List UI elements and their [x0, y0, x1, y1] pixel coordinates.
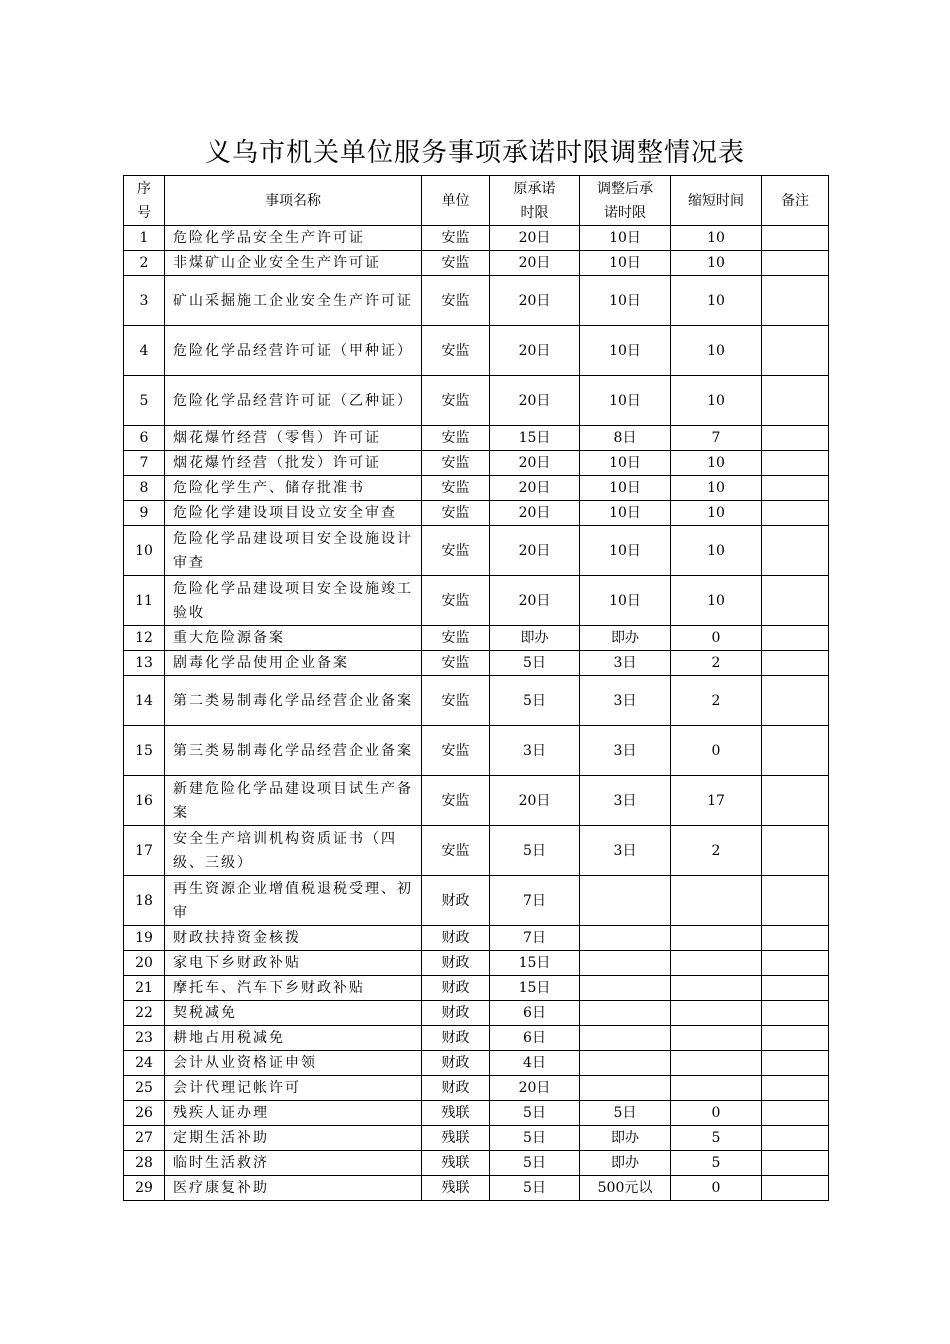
- row-original-limit-cell: 20日: [490, 326, 580, 376]
- row-note-cell: [762, 526, 829, 576]
- row-seq-cell: 8: [124, 476, 165, 501]
- row-name-cell: 矿山采掘施工企业安全生产许可证: [165, 276, 422, 326]
- row-unit-cell: 财政: [422, 976, 490, 1001]
- table-row: [124, 1176, 829, 1201]
- row-seq-cell: 1: [124, 226, 165, 251]
- row-seq-cell: 3: [124, 276, 165, 326]
- row-name-cell: 危险化学品经营许可证（乙种证）: [165, 376, 422, 426]
- row-original-limit-cell: 20日: [490, 776, 580, 826]
- row-shortened-cell: 10: [671, 501, 762, 526]
- row-name-cell: 会计从业资格证申领: [165, 1051, 422, 1076]
- row-unit-cell: 安监: [422, 276, 490, 326]
- row-name-cell: 危险化学建设项目设立安全审查: [165, 501, 422, 526]
- row-adjusted-limit-cell: [580, 1076, 671, 1101]
- row-unit-cell: 安监: [422, 226, 490, 251]
- table-row: [124, 1126, 829, 1151]
- row-unit-cell: 安监: [422, 326, 490, 376]
- row-original-limit-cell: 5日: [490, 676, 580, 726]
- table-row: [124, 426, 829, 451]
- row-unit-cell: 残联: [422, 1176, 490, 1201]
- row-original-limit-cell: 4日: [490, 1051, 580, 1076]
- row-adjusted-limit-cell: 10日: [580, 276, 671, 326]
- header-note: 备注: [762, 176, 829, 226]
- row-unit-cell: 残联: [422, 1151, 490, 1176]
- header-shortened: 缩短时间: [671, 176, 762, 226]
- row-name-cell: 家电下乡财政补贴: [165, 951, 422, 976]
- header-seq: 序 号: [124, 176, 165, 226]
- row-adjusted-limit-cell: 10日: [580, 476, 671, 501]
- table-row: [124, 451, 829, 476]
- row-shortened-cell: 0: [671, 626, 762, 651]
- row-original-limit-cell: 7日: [490, 926, 580, 951]
- table-row: [124, 951, 829, 976]
- row-adjusted-limit-cell: 500元以: [580, 1176, 671, 1201]
- row-adjusted-limit-cell: [580, 926, 671, 951]
- row-original-limit-cell: 5日: [490, 1101, 580, 1126]
- table-row: [124, 726, 829, 776]
- table-row: [124, 1101, 829, 1126]
- header-row: [124, 176, 829, 226]
- row-shortened-cell: 10: [671, 226, 762, 251]
- row-note-cell: [762, 1151, 829, 1176]
- row-original-limit-cell: 15日: [490, 951, 580, 976]
- row-seq-cell: 4: [124, 326, 165, 376]
- row-shortened-cell: 7: [671, 426, 762, 451]
- row-name-cell: 摩托车、汽车下乡财政补贴: [165, 976, 422, 1001]
- row-shortened-cell: 10: [671, 326, 762, 376]
- row-unit-cell: 安监: [422, 651, 490, 676]
- row-shortened-cell: [671, 1076, 762, 1101]
- table-row: [124, 476, 829, 501]
- row-note-cell: [762, 326, 829, 376]
- row-original-limit-cell: 7日: [490, 876, 580, 926]
- row-seq-cell: 22: [124, 1001, 165, 1026]
- row-name-cell: 危险化学品建设项目安全设施设计审查: [165, 526, 422, 576]
- row-seq-cell: 18: [124, 876, 165, 926]
- row-name-cell: 再生资源企业增值税退税受理、初审: [165, 876, 422, 926]
- row-original-limit-cell: 15日: [490, 426, 580, 451]
- row-seq-cell: 19: [124, 926, 165, 951]
- row-name-cell: 危险化学生产、储存批准书: [165, 476, 422, 501]
- row-original-limit-cell: 20日: [490, 451, 580, 476]
- row-note-cell: [762, 226, 829, 251]
- row-name-cell: 医疗康复补助: [165, 1176, 422, 1201]
- row-seq-cell: 9: [124, 501, 165, 526]
- row-adjusted-limit-cell: 3日: [580, 776, 671, 826]
- row-original-limit-cell: 5日: [490, 1176, 580, 1201]
- row-adjusted-limit-cell: [580, 976, 671, 1001]
- row-seq-cell: 5: [124, 376, 165, 426]
- table-row: [124, 926, 829, 951]
- row-adjusted-limit-cell: 10日: [580, 326, 671, 376]
- row-seq-cell: 23: [124, 1026, 165, 1051]
- row-shortened-cell: 17: [671, 776, 762, 826]
- row-shortened-cell: [671, 976, 762, 1001]
- row-note-cell: [762, 451, 829, 476]
- row-name-cell: 剧毒化学品使用企业备案: [165, 651, 422, 676]
- table-row: [124, 676, 829, 726]
- row-shortened-cell: 0: [671, 1176, 762, 1201]
- row-name-cell: 耕地占用税减免: [165, 1026, 422, 1051]
- table-row: [124, 976, 829, 1001]
- table-row: [124, 1051, 829, 1076]
- row-name-cell: 危险化学品安全生产许可证: [165, 226, 422, 251]
- table-row: [124, 526, 829, 576]
- row-unit-cell: 安监: [422, 451, 490, 476]
- row-original-limit-cell: 20日: [490, 501, 580, 526]
- row-unit-cell: 财政: [422, 876, 490, 926]
- row-adjusted-limit-cell: 10日: [580, 251, 671, 276]
- row-unit-cell: 安监: [422, 526, 490, 576]
- row-shortened-cell: [671, 951, 762, 976]
- row-adjusted-limit-cell: 即办: [580, 1151, 671, 1176]
- row-name-cell: 定期生活补助: [165, 1126, 422, 1151]
- row-shortened-cell: 2: [671, 826, 762, 876]
- row-name-cell: 重大危险源备案: [165, 626, 422, 651]
- row-note-cell: [762, 476, 829, 501]
- row-adjusted-limit-cell: 3日: [580, 826, 671, 876]
- row-unit-cell: 财政: [422, 1026, 490, 1051]
- row-unit-cell: 残联: [422, 1101, 490, 1126]
- row-adjusted-limit-cell: 10日: [580, 501, 671, 526]
- row-unit-cell: 安监: [422, 726, 490, 776]
- row-adjusted-limit-cell: 10日: [580, 526, 671, 576]
- row-note-cell: [762, 726, 829, 776]
- row-original-limit-cell: 即办: [490, 626, 580, 651]
- row-seq-cell: 10: [124, 526, 165, 576]
- row-note-cell: [762, 876, 829, 926]
- row-note-cell: [762, 1026, 829, 1051]
- row-shortened-cell: 10: [671, 276, 762, 326]
- row-seq-cell: 15: [124, 726, 165, 776]
- row-note-cell: [762, 1076, 829, 1101]
- row-seq-cell: 26: [124, 1101, 165, 1126]
- row-shortened-cell: 2: [671, 651, 762, 676]
- row-name-cell: 烟花爆竹经营（批发）许可证: [165, 451, 422, 476]
- row-adjusted-limit-cell: [580, 1051, 671, 1076]
- row-name-cell: 财政扶持资金核拨: [165, 926, 422, 951]
- table-row: [124, 251, 829, 276]
- row-note-cell: [762, 826, 829, 876]
- row-name-cell: 契税减免: [165, 1001, 422, 1026]
- row-seq-cell: 21: [124, 976, 165, 1001]
- row-name-cell: 安全生产培训机构资质证书（四级、三级）: [165, 826, 422, 876]
- table-row: [124, 276, 829, 326]
- row-note-cell: [762, 1101, 829, 1126]
- row-unit-cell: 财政: [422, 926, 490, 951]
- row-shortened-cell: [671, 1001, 762, 1026]
- row-note-cell: [762, 1051, 829, 1076]
- row-note-cell: [762, 976, 829, 1001]
- row-unit-cell: 财政: [422, 1076, 490, 1101]
- table-row: [124, 501, 829, 526]
- row-note-cell: [762, 1176, 829, 1201]
- table-row: [124, 651, 829, 676]
- header-original-limit: 原承诺 时限: [490, 176, 580, 226]
- row-name-cell: 第二类易制毒化学品经营企业备案: [165, 676, 422, 726]
- row-unit-cell: 安监: [422, 376, 490, 426]
- row-adjusted-limit-cell: 10日: [580, 376, 671, 426]
- row-original-limit-cell: 3日: [490, 726, 580, 776]
- row-note-cell: [762, 276, 829, 326]
- row-adjusted-limit-cell: 即办: [580, 626, 671, 651]
- row-seq-cell: 14: [124, 676, 165, 726]
- row-original-limit-cell: 6日: [490, 1026, 580, 1051]
- row-unit-cell: 安监: [422, 676, 490, 726]
- row-unit-cell: 安监: [422, 776, 490, 826]
- row-unit-cell: 安监: [422, 426, 490, 451]
- row-original-limit-cell: 15日: [490, 976, 580, 1001]
- row-unit-cell: 安监: [422, 251, 490, 276]
- row-unit-cell: 安监: [422, 576, 490, 626]
- row-shortened-cell: [671, 876, 762, 926]
- row-adjusted-limit-cell: [580, 1026, 671, 1051]
- row-name-cell: 残疾人证办理: [165, 1101, 422, 1126]
- row-original-limit-cell: 20日: [490, 276, 580, 326]
- row-adjusted-limit-cell: [580, 1001, 671, 1026]
- row-seq-cell: 12: [124, 626, 165, 651]
- row-shortened-cell: [671, 1051, 762, 1076]
- row-adjusted-limit-cell: 3日: [580, 726, 671, 776]
- row-seq-cell: 25: [124, 1076, 165, 1101]
- row-name-cell: 第三类易制毒化学品经营企业备案: [165, 726, 422, 776]
- table-row: [124, 826, 829, 876]
- row-original-limit-cell: 5日: [490, 1151, 580, 1176]
- row-shortened-cell: 10: [671, 376, 762, 426]
- row-seq-cell: 13: [124, 651, 165, 676]
- row-note-cell: [762, 951, 829, 976]
- row-seq-cell: 27: [124, 1126, 165, 1151]
- row-adjusted-limit-cell: 8日: [580, 426, 671, 451]
- row-shortened-cell: 10: [671, 526, 762, 576]
- row-adjusted-limit-cell: 3日: [580, 676, 671, 726]
- row-adjusted-limit-cell: 10日: [580, 576, 671, 626]
- table-row: [124, 1151, 829, 1176]
- row-unit-cell: 财政: [422, 1051, 490, 1076]
- row-adjusted-limit-cell: 10日: [580, 451, 671, 476]
- row-note-cell: [762, 1001, 829, 1026]
- row-note-cell: [762, 926, 829, 951]
- row-seq-cell: 6: [124, 426, 165, 451]
- row-unit-cell: 安监: [422, 476, 490, 501]
- row-name-cell: 新建危险化学品建设项目试生产备案: [165, 776, 422, 826]
- row-seq-cell: 11: [124, 576, 165, 626]
- table-row: [124, 1001, 829, 1026]
- table-row: [124, 326, 829, 376]
- row-original-limit-cell: 20日: [490, 1076, 580, 1101]
- row-note-cell: [762, 651, 829, 676]
- row-shortened-cell: 10: [671, 451, 762, 476]
- row-seq-cell: 28: [124, 1151, 165, 1176]
- row-shortened-cell: 10: [671, 251, 762, 276]
- row-unit-cell: 残联: [422, 1126, 490, 1151]
- table-row: [124, 376, 829, 426]
- row-original-limit-cell: 20日: [490, 376, 580, 426]
- row-original-limit-cell: 20日: [490, 251, 580, 276]
- table-row: [124, 1076, 829, 1101]
- row-adjusted-limit-cell: 10日: [580, 226, 671, 251]
- row-adjusted-limit-cell: 即办: [580, 1126, 671, 1151]
- row-original-limit-cell: 6日: [490, 1001, 580, 1026]
- row-note-cell: [762, 1126, 829, 1151]
- row-adjusted-limit-cell: [580, 951, 671, 976]
- row-note-cell: [762, 576, 829, 626]
- row-note-cell: [762, 676, 829, 726]
- table-row: [124, 226, 829, 251]
- commitment-table: [123, 175, 829, 1201]
- row-name-cell: 会计代理记帐许可: [165, 1076, 422, 1101]
- row-original-limit-cell: 20日: [490, 526, 580, 576]
- row-original-limit-cell: 5日: [490, 826, 580, 876]
- table-row: [124, 776, 829, 826]
- table-row: [124, 1026, 829, 1051]
- row-name-cell: 烟花爆竹经营（零售）许可证: [165, 426, 422, 451]
- row-original-limit-cell: 5日: [490, 651, 580, 676]
- header-unit: 单位: [422, 176, 490, 226]
- row-shortened-cell: 0: [671, 726, 762, 776]
- header-name: 事项名称: [165, 176, 422, 226]
- row-seq-cell: 2: [124, 251, 165, 276]
- row-shortened-cell: 10: [671, 476, 762, 501]
- table-row: [124, 626, 829, 651]
- row-seq-cell: 17: [124, 826, 165, 876]
- row-seq-cell: 7: [124, 451, 165, 476]
- row-original-limit-cell: 20日: [490, 226, 580, 251]
- row-shortened-cell: 5: [671, 1151, 762, 1176]
- row-original-limit-cell: 20日: [490, 576, 580, 626]
- row-note-cell: [762, 251, 829, 276]
- row-seq-cell: 16: [124, 776, 165, 826]
- row-original-limit-cell: 5日: [490, 1126, 580, 1151]
- row-unit-cell: 财政: [422, 951, 490, 976]
- row-name-cell: 非煤矿山企业安全生产许可证: [165, 251, 422, 276]
- row-note-cell: [762, 426, 829, 451]
- table-row: [124, 876, 829, 926]
- row-note-cell: [762, 501, 829, 526]
- row-unit-cell: 安监: [422, 501, 490, 526]
- row-shortened-cell: 10: [671, 576, 762, 626]
- row-note-cell: [762, 626, 829, 651]
- page-title: 义乌市机关单位服务事项承诺时限调整情况表: [204, 138, 745, 168]
- row-seq-cell: 24: [124, 1051, 165, 1076]
- row-adjusted-limit-cell: 3日: [580, 651, 671, 676]
- row-shortened-cell: [671, 926, 762, 951]
- row-shortened-cell: 0: [671, 1101, 762, 1126]
- row-name-cell: 临时生活救济: [165, 1151, 422, 1176]
- table-row: [124, 576, 829, 626]
- row-unit-cell: 安监: [422, 826, 490, 876]
- row-shortened-cell: [671, 1026, 762, 1051]
- row-note-cell: [762, 376, 829, 426]
- row-note-cell: [762, 776, 829, 826]
- row-seq-cell: 20: [124, 951, 165, 976]
- row-seq-cell: 29: [124, 1176, 165, 1201]
- row-unit-cell: 安监: [422, 626, 490, 651]
- row-adjusted-limit-cell: [580, 876, 671, 926]
- row-shortened-cell: 5: [671, 1126, 762, 1151]
- header-adjusted-limit: 调整后承 诺时限: [580, 176, 671, 226]
- row-original-limit-cell: 20日: [490, 476, 580, 501]
- row-name-cell: 危险化学品经营许可证（甲种证）: [165, 326, 422, 376]
- row-adjusted-limit-cell: 5日: [580, 1101, 671, 1126]
- row-shortened-cell: 2: [671, 676, 762, 726]
- row-name-cell: 危险化学品建设项目安全设施竣工验收: [165, 576, 422, 626]
- row-unit-cell: 财政: [422, 1001, 490, 1026]
